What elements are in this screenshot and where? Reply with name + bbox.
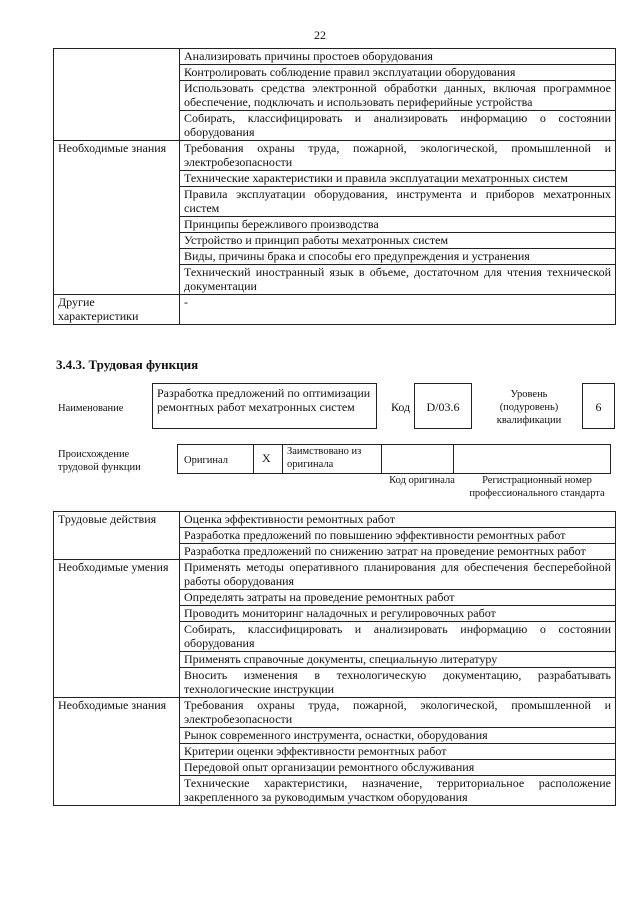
row-label-other: Другие характеристики: [54, 295, 180, 325]
borrowed-label: Заимствовано из оригинала: [287, 446, 362, 470]
table-row: [54, 698, 616, 728]
level-box: [582, 383, 615, 429]
table-cell: Применять методы оперативного планирования для обеспечения бесперебойной работы оборудования: [180, 560, 616, 590]
table-cell: Собирать, классифицировать и анализировать информацию о состоянии оборудования: [180, 111, 616, 141]
table-cell: Передовой опыт организации ремонтного обслуживания: [180, 760, 616, 776]
table-cell: Вносить изменения в технологическую документацию, разрабатывать технологические инструкции: [180, 668, 616, 698]
table-cell: Определять затраты на проведение ремонтных работ: [180, 590, 616, 606]
competency-table-top: [53, 48, 616, 325]
table-cell: Принципы бережливого производства: [180, 217, 616, 233]
table-cell: Собирать, классифицировать и анализировать информацию о состоянии оборудования: [180, 622, 616, 652]
divider: [453, 444, 454, 474]
code-label: Код: [391, 400, 411, 414]
table-cell: Разработка предложений по повышению эффективности ремонтных работ: [180, 528, 616, 544]
divider: [253, 444, 254, 474]
page-number: 22: [314, 28, 326, 42]
table-cell: Контролировать соблюдение правил эксплуатации оборудования: [180, 65, 616, 81]
name-label: Наименование: [58, 403, 124, 414]
table-cell: Технический иностранный язык в объеме, достаточном для чтения технической документации: [180, 265, 616, 295]
original-label: Оригинал: [184, 455, 228, 466]
table-cell: Разработка предложений по снижению затрат на проведение ремонтных работ: [180, 544, 616, 560]
code-original-caption: Код оригинала: [389, 475, 455, 486]
origin-label: Происхождение трудовой функции: [58, 449, 141, 473]
row-label-skills: Необходимые умения: [54, 560, 180, 698]
code-box: [414, 383, 472, 429]
table-cell: Применять справочные документы, специальную литературу: [180, 652, 616, 668]
table-cell: -: [180, 295, 616, 325]
table-cell: Технические характеристики, назначение, территориальное расположение закрепленного за руководимым участком оборудования: [180, 776, 616, 806]
table-row: [54, 49, 616, 65]
table-cell: Анализировать причины простоев оборудования: [180, 49, 616, 65]
level-value: 6: [595, 400, 602, 414]
level-label: Уровень (подуровень) квалификации: [496, 389, 562, 426]
reg-number-caption: Регистрационный номер профессионального стандарта: [469, 475, 605, 499]
table-row: [54, 141, 616, 171]
code-value: D/03.6: [426, 400, 460, 414]
table-cell: Устройство и принцип работы мехатронных систем: [180, 233, 616, 249]
table-cell: Технические характеристики и правила эксплуатации мехатронных систем: [180, 171, 616, 187]
competency-table-bottom: [53, 511, 616, 806]
table-cell: Проводить мониторинг наладочных и регулировочных работ: [180, 606, 616, 622]
table-row: [54, 560, 616, 590]
original-mark: X: [262, 451, 271, 465]
divider: [282, 444, 283, 474]
row-label: [54, 49, 180, 141]
table-cell: Требования охраны труда, пожарной, экологической, промышленной и электробезопасности: [180, 698, 616, 728]
table-row: [54, 295, 616, 325]
row-label-actions: Трудовые действия: [54, 512, 180, 560]
table-cell: Правила эксплуатации оборудования, инструмента и приборов мехатронных систем: [180, 187, 616, 217]
row-label-knowledge: Необходимые знания: [54, 698, 180, 806]
function-name-value: Разработка предложений по оптимизации ремонтных работ мехатронных систем: [157, 386, 371, 414]
section-heading: 3.4.3. Трудовая функция: [56, 357, 199, 372]
table-cell: Требования охраны труда, пожарной, экологической, промышленной и электробезопасности: [180, 141, 616, 171]
table-cell: Использовать средства электронной обработки данных, включая программное обеспечение, подключать и использовать периферийные устройства: [180, 81, 616, 111]
table-cell: Рынок современного инструмента, оснастки, оборудования: [180, 728, 616, 744]
table-row: [54, 512, 616, 528]
table-cell: Оценка эффективности ремонтных работ: [180, 512, 616, 528]
origin-box: [177, 444, 611, 474]
row-label-knowledge: Необходимые знания: [54, 141, 180, 295]
divider: [381, 444, 382, 474]
table-cell: Виды, причины брака и способы его предупреждения и устранения: [180, 249, 616, 265]
table-cell: Критерии оценки эффективности ремонтных работ: [180, 744, 616, 760]
function-name-box: [152, 383, 377, 429]
